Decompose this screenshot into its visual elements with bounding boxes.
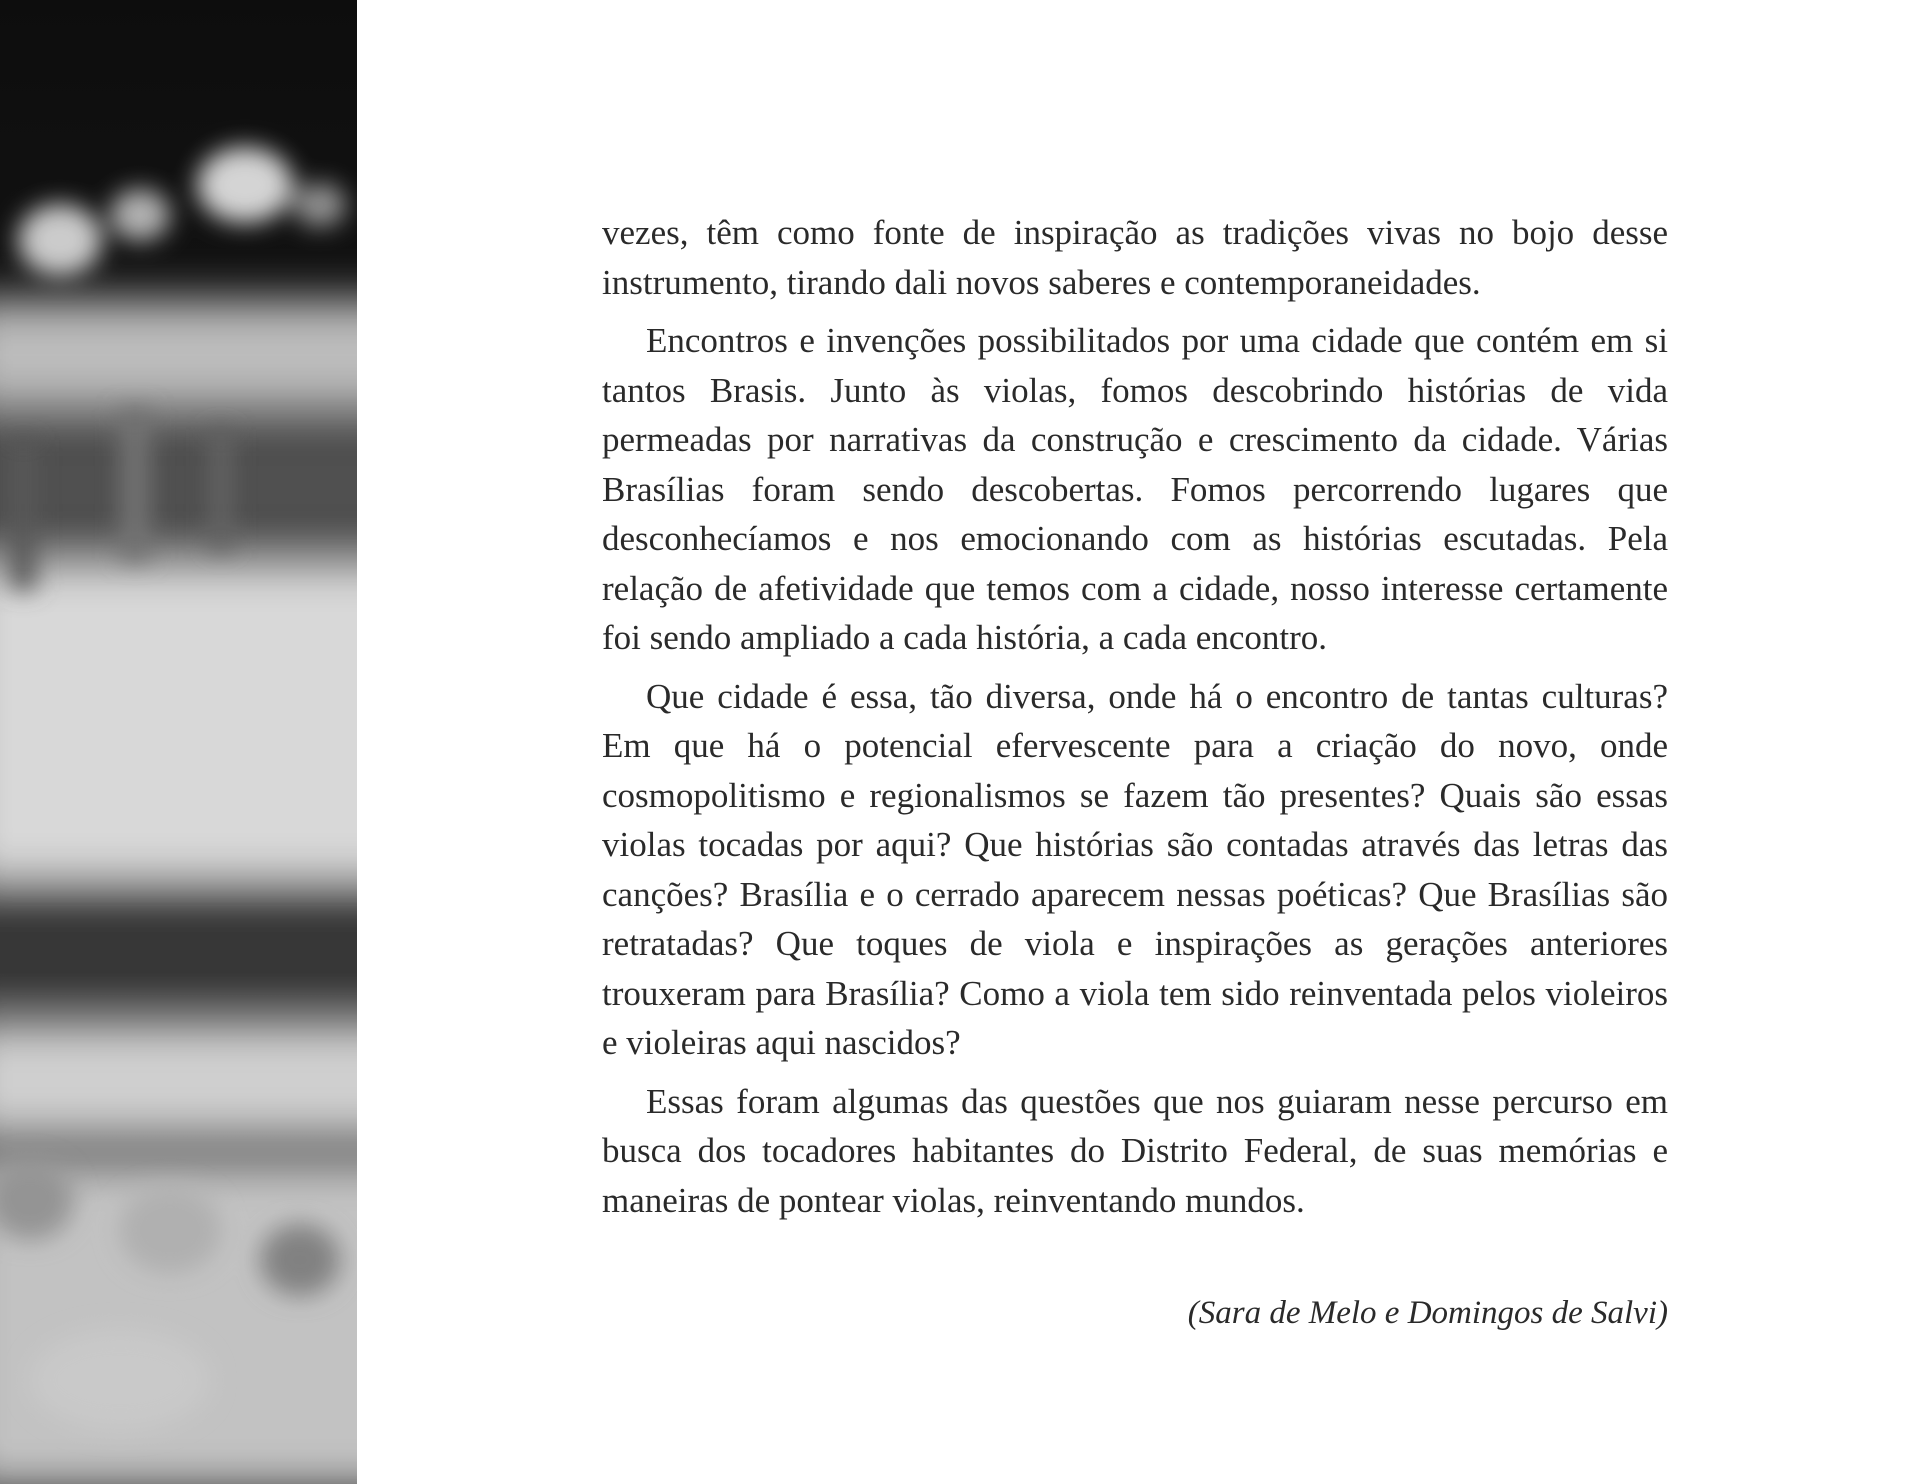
paragraph-4: Essas foram algumas das questões que nos guiaram nesse percurso em busca dos tocadores habitantes do Distrito Federal, de suas memórias e maneiras de pontear violas, reinventando mundos. — [602, 1081, 1668, 1220]
paragraph-3: Que cidade é essa, tão diversa, onde há o encontro de tantas culturas? Em que há o potencial efervescente para a criação do novo, onde cosmopolitismo e regionalismos se fazem tão presentes? Quais são essas violas tocadas por aqui? Que histórias são contadas através das letras das canções? Brasília e o cerrado aparecem nessas poéticas? Que Brasílias são retratadas? Que toques de viola e inspirações as gerações anteriores trouxeram para Brasília? Como a viola tem sido reinventada pelos violeiros e violeiras aqui nascidos? — [602, 676, 1668, 1062]
paragraph-1: vezes, têm como fonte de inspiração as tradições vivas no bojo desse instrumento, tirando dali novos saberes e contemporaneidades. — [602, 213, 1668, 302]
main-text — [602, 208, 1668, 1339]
signature: (Sara de Melo e Domingos de Salvi) — [1187, 1295, 1668, 1331]
blurred-viola-strings-photo-icon — [0, 0, 357, 1484]
side-photo — [0, 0, 357, 1484]
paragraph-2: Encontros e invenções possibilitados por uma cidade que contém em si tantos Brasis. Junto às violas, fomos descobrindo histórias de vida permeadas por narrativas da construção e crescimento da cidade. Várias Brasílias foram sendo descobertas. Fomos percorrendo lugares que desconhecíamos e nos emocionando com as histórias escutadas. Pela relação de afetividade que temos com a cidade, nosso interesse certamente foi sendo ampliado a cada história, a cada encontro. — [602, 321, 1668, 657]
